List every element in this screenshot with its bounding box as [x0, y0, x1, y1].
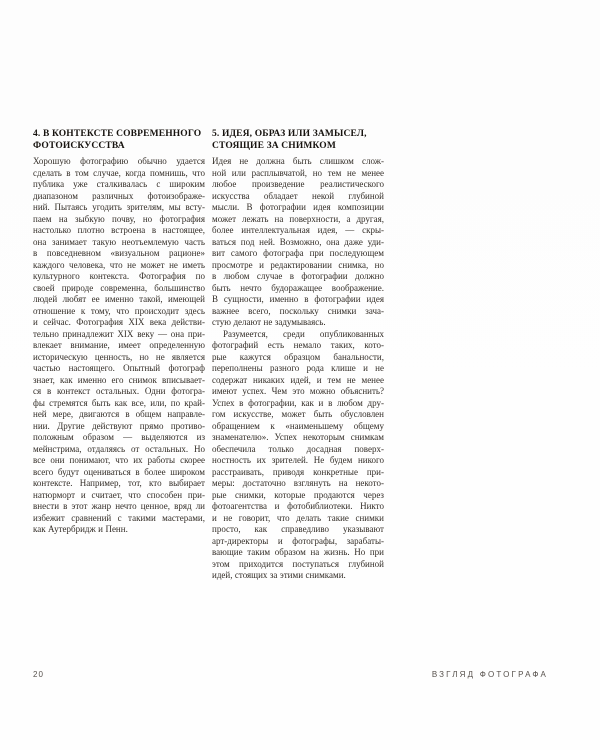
text-column — [33, 128, 205, 582]
text-line: мысли. В фотографии идея композиции — [212, 202, 384, 212]
text-line: натюрморт и считает, что способен при- — [33, 489, 205, 500]
text-line: Идея не должна быть слишком слож- — [212, 156, 384, 166]
text-line: как Аутербридж и Пенн. — [33, 524, 128, 534]
text-line: арт-директоры и фотографы, зарабаты- — [212, 535, 384, 546]
text-line: более интеллектуальная идея, — скры- — [212, 225, 384, 235]
text-line: контексте. Например, тот, кто выбирает — [33, 478, 205, 488]
text-line: и сейчас. Фотография XIX века действи- — [33, 317, 205, 327]
text-line: гом искусстве, может быть обусловлен — [212, 409, 384, 419]
text-line: стую делают не задумываясь. — [212, 317, 326, 327]
text-line: людей любят ее именно такой, имеющей — [33, 294, 205, 304]
text-line: знаменателю». Успех некоторым снимкам — [212, 432, 384, 442]
text-line: важнее всего, поскольку снимки зача- — [212, 305, 384, 316]
text-line: историческую ценность, но не является — [33, 351, 205, 362]
text-line: знает, как именно его снимок вписывает- — [33, 374, 205, 385]
text-line: паем на зыбкую почву, но фотография — [33, 213, 205, 224]
text-line: переполнены разного рода клише и не — [212, 363, 384, 373]
text-line: Успех в фотографии, как и в любом дру- — [212, 397, 384, 408]
text-line: ваться под ней. Возможно, она даже уди- — [212, 236, 384, 247]
page-number: 20 — [33, 670, 44, 679]
text-line: культурного контекста. Фотография по — [33, 271, 205, 281]
text-line: рые кажутся образцом банальности, — [212, 351, 384, 362]
text-line: вающие таким образом на жизнь. Но при — [212, 547, 384, 557]
text-line: ний. Пытаясь угодить зрителям, мы всту- — [33, 202, 205, 212]
text-line: всего будут оцениваться в более широком — [33, 466, 205, 477]
text-line: настолько плотно встроена в настоящее, — [33, 225, 205, 235]
heading-line: СТОЯЩИЕ ЗА СНИМКОМ — [212, 141, 336, 151]
text-line: искусства обладает некой глубиной — [212, 190, 384, 201]
text-line: фотографий есть немало таких, кото- — [212, 340, 384, 350]
text-line: рые снимки, которые продаются через — [212, 489, 384, 500]
text-line: ней мере, двигаются в общем направле- — [33, 409, 205, 419]
text-line: и не говорит, что делать такие снимки — [212, 512, 384, 523]
text-line: Разумеется, среди опубликованных — [223, 328, 384, 339]
text-line: обеспечила только досадная поверх- — [212, 443, 384, 454]
text-line: в любом случае в фотографии должно — [212, 271, 384, 281]
text-line: имеют успех. Чем это можно объяснить? — [212, 386, 384, 396]
heading-line: ФОТОИСКУССТВА — [33, 141, 125, 151]
text-line: просмотре и редактировании снимка, но — [212, 259, 384, 270]
running-title: ВЗГЛЯД ФОТОГРАФА — [431, 670, 548, 679]
text-line: отношение к тому, что происходит здесь — [33, 305, 205, 316]
heading-line: 5. ИДЕЯ, ОБРАЗ ИЛИ ЗАМЫСЕЛ, — [212, 129, 367, 139]
text-line: положным образом — выделяются из — [33, 432, 205, 442]
paragraph — [33, 156, 205, 536]
text-columns — [33, 128, 384, 582]
text-line: диапазоном различных фотоизображе- — [33, 190, 205, 201]
text-line: частью настоящего. Опытный фотограф — [33, 363, 205, 373]
text-line: меры: достаточно взглянуть на некото- — [212, 478, 384, 488]
text-line: этом приходится поступаться глубиной — [212, 558, 384, 569]
text-line: идей, стоящих за этими снимками. — [212, 570, 346, 580]
text-line: Хорошую фотографию обычно удается — [33, 156, 205, 166]
section-heading — [33, 128, 205, 152]
text-line: внести в этот жанр нечто ценное, вряд ли — [33, 501, 205, 511]
text-line: публика уже сталкивалась с широким — [33, 179, 205, 189]
text-line: фотоагентства и фотобиблиотеки. Никто — [212, 501, 384, 511]
paragraph-group — [33, 156, 205, 536]
text-line: ной или расплывчатой, но тем не менее — [212, 167, 384, 178]
text-line: может лежать на поверхности, а другая, — [212, 213, 384, 224]
text-line: сделать в том случае, когда помнишь, что — [33, 167, 205, 178]
text-line: избежит сравнений с такими мастерами, — [33, 512, 205, 523]
text-line: своей природе современна, большинство — [33, 282, 205, 293]
text-line: содержат никаких идей, и тем не менее — [212, 374, 384, 385]
text-line: в повседневном «визуальном рационе» — [33, 248, 205, 258]
text-line: влекает внимание, имеет определенную — [33, 340, 205, 350]
text-line: нии. Другие действуют прямо противо- — [33, 420, 205, 431]
text-line: она занимает такую неотъемлемую часть — [33, 236, 205, 247]
text-line: фы стремятся быть как все, или, по край- — [33, 397, 205, 408]
paragraph-group — [212, 156, 384, 582]
text-line: любое произведение реалистического — [212, 179, 384, 189]
text-line: все они понимают, что их работы скорее — [33, 455, 205, 465]
section-heading — [212, 128, 384, 152]
paragraph — [212, 156, 384, 329]
heading-line: 4. В КОНТЕКСТЕ СОВРЕМЕННОГО — [33, 129, 202, 139]
text-line: вит самого фотографа при последующем — [212, 248, 384, 258]
text-line: ностность их зрителей. Не будем никого — [212, 455, 384, 465]
text-line: ся в контекст остальных. Одни фотогра- — [33, 386, 205, 396]
text-line: просто, как справедливо указывают — [212, 524, 384, 534]
text-column — [212, 128, 384, 582]
text-line: каждого человека, что не может не иметь — [33, 259, 205, 270]
text-line: быть нечто будоражащее воображение. — [212, 282, 384, 293]
paragraph — [212, 329, 384, 582]
page-footer — [33, 670, 548, 679]
text-line: тельно принадлежит XIX веку — она при- — [33, 328, 205, 339]
text-line: В сущности, именно в фотографии идея — [212, 294, 384, 304]
text-line: обращением к «наименьшему общему — [212, 420, 384, 431]
text-line: расстраивать, приводя конкретные при- — [212, 466, 384, 477]
text-line: мейнстрима, отдаляясь от остальных. Но — [33, 443, 205, 454]
